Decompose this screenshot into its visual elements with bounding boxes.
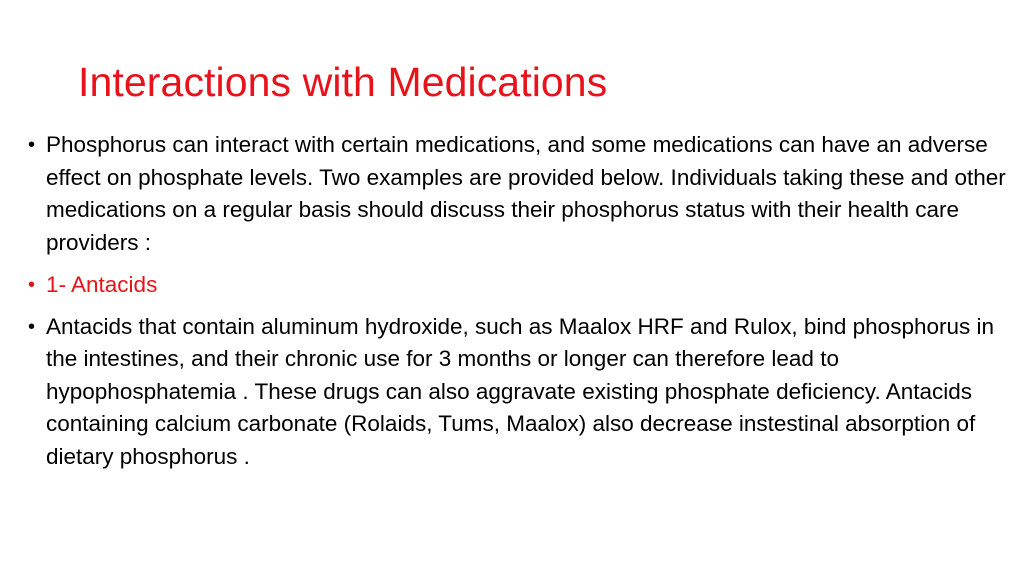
bullet-dot-icon: • bbox=[28, 134, 36, 156]
bullet-list bbox=[28, 129, 1013, 473]
bullet-item-antacids-detail bbox=[28, 311, 1013, 474]
bullet-item-medication-interaction bbox=[28, 129, 1013, 259]
bullet-dot-icon: • bbox=[28, 273, 36, 296]
bullet-dot-icon: • bbox=[28, 315, 36, 338]
bullet-item-antacids-heading bbox=[28, 269, 1013, 302]
bullet-text: 1- Antacids bbox=[46, 271, 158, 297]
slide-title: Interactions with Medications bbox=[78, 59, 608, 105]
bullet-text: Phosphorus can interact with certain medications, and some medications can have an adverse effect on phosphate levels. Two examples are provided below. Individuals taking these and other medications on a regular basis should discuss their phosphorus status with their health care providers : bbox=[46, 132, 1006, 255]
bullet-text: Antacids that contain aluminum hydroxide, such as Maalox HRF and Rulox, bind phosphorus in the intestines, and their chronic use for 3 months or longer can therefore lead to hypophosphatemia . These drugs can also aggravate existing phosphate deficiency. Antacids containing calcium carbonate (Rolaids, Tums, Maalox) also decrease instestinal absorption of dietary phosphorus . bbox=[46, 313, 995, 469]
